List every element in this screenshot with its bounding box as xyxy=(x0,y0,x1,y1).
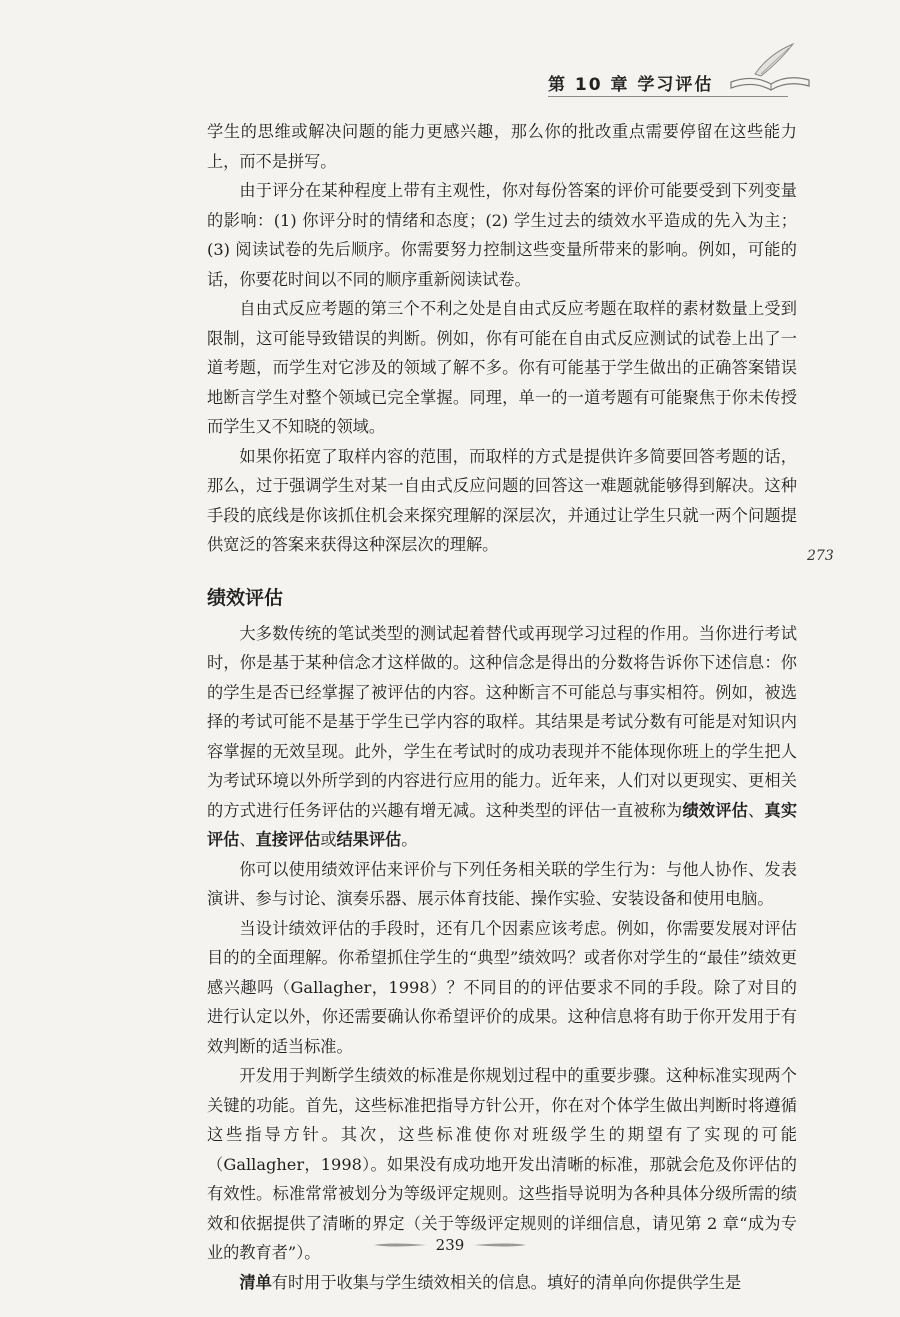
paragraph xyxy=(207,619,797,855)
page-number: 239 xyxy=(435,1236,465,1254)
header-divider xyxy=(548,96,788,97)
paragraph: 由于评分在某种程度上带有主观性，你对每份答案的评价可能要受到下列变量的影响：(1) 你评分时的情绪和态度；(2) 学生过去的绩效水平造成的先入为主；(3) 阅读试卷的先后顺序。你需要努力控制这些变量所带来的影响。例如，可能的话，你要花时间以不同的顺序重新阅读试卷。 xyxy=(207,181,797,289)
margin-page-number: 273 xyxy=(807,548,834,564)
paragraph-text: 有时用于收集与学生绩效相关的信息。填好的清单向你提供学生是 xyxy=(271,1272,742,1292)
page-footer xyxy=(0,1236,900,1254)
paragraph: 自由式反应考题的第三个不利之处是自由式反应考题在取样的素材数量上受到限制，这可能导致错误的判断。例如，你有可能在自由式反应测试的试卷上出了一道考题，而学生对它涉及的领域了解不多。你有可能基于学生做出的正确答案错误地断言学生对整个领域已完全掌握。同理，单一的一道考题有可能聚焦于你未传授而学生又不知晓的领域。 xyxy=(207,299,797,436)
paragraph-end: 。 xyxy=(401,830,418,849)
separator: 、 xyxy=(748,800,765,820)
paragraph xyxy=(207,1268,797,1298)
keyword: 直接评估 xyxy=(255,830,321,849)
chapter-header: 第 10 章 学习评估 xyxy=(548,75,714,95)
paragraph: 当设计绩效评估的手段时，还有几个因素应该考虑。例如，你需要发展对评估目的的全面理解。你希望抓住学生的“典型”绩效吗？或者你对学生的“最佳”绩效更感兴趣吗（Gallagher，1998）？不同目的的评估要求不同的手段。除了对目的进行认定以外，你还需要确认你希望评价的成果。这种信息将有助于你开发用于有效判断的适当标准。 xyxy=(207,918,797,1056)
keyword: 绩效评估 xyxy=(682,800,749,820)
left-ornament-icon xyxy=(372,1240,428,1250)
paragraph: 如果你拓宽了取样内容的范围，而取样的方式是提供许多简要回答考题的话，那么，过于强调学生对某一自由式反应问题的回答这一难题就能够得到解决。这种手段的底线是你该抓住机会来探究理解的深层次，并通过让学生只就一两个问题提供宽泛的答案来获得这种深层次的理解。 xyxy=(207,446,797,554)
separator: 或 xyxy=(320,830,337,849)
paragraph: 开发用于判断学生绩效的标准是你规划过程中的重要步骤。这种标准实现两个关键的功能。首先，这些标准把指导方针公开，你在对个体学生做出判断时将遵循这些指导方针。其次，这些标准使你对班级学生的期望有了实现的可能（Gallagher，1998）。如果没有成功地开发出清晰的标准，那就会危及你评估的有效性。标准常常被划分为等级评定规则。这些指导说明为各种具体分级所需的绩效和依据提供了清晰的界定（关于等级评定规则的详细信息，请见第 2 章“成为专业的教育者”）。 xyxy=(207,1066,797,1262)
paragraph: 学生的思维或解决问题的能力更感兴趣，那么你的批改重点需要停留在这些能力上，而不是拼写。 xyxy=(207,122,797,171)
right-ornament-icon xyxy=(472,1240,528,1250)
paragraph-text: 大多数传统的笔试类型的测试起着替代或再现学习过程的作用。当你进行考试时，你是基于某种信念才这样做的。这种信念是得出的分数将告诉你下述信息：你的学生是否已经掌握了被评估的内容。这种断言不可能总与事实相符。例如，被选择的考试可能不是基于学生已学内容的取样。其结果是考试分数有可能是对知识内容掌握的无效呈现。此外，学生在考试时的成功表现并不能体现你班上的学生把人为考试环境以外所学到的内容进行应用的能力。近年来，人们对以更现实、更相关的方式进行任务评估的兴趣有增无减。这种类型的评估一直被称为 xyxy=(207,623,797,820)
keyword: 真实评估 xyxy=(207,800,798,849)
paragraph: 你可以使用绩效评估来评价与下列任务相关联的学生行为：与他人协作、发表演讲、参与讨论、演奏乐器、展示体育技能、操作实验、安装设备和使用电脑。 xyxy=(207,859,797,908)
separator: 、 xyxy=(239,830,256,849)
keyword: 结果评估 xyxy=(336,830,402,849)
page-body xyxy=(207,117,797,1297)
book-quill-logo xyxy=(725,38,815,98)
keyword: 清单 xyxy=(239,1272,272,1292)
section-heading: 绩效评估 xyxy=(207,586,284,609)
